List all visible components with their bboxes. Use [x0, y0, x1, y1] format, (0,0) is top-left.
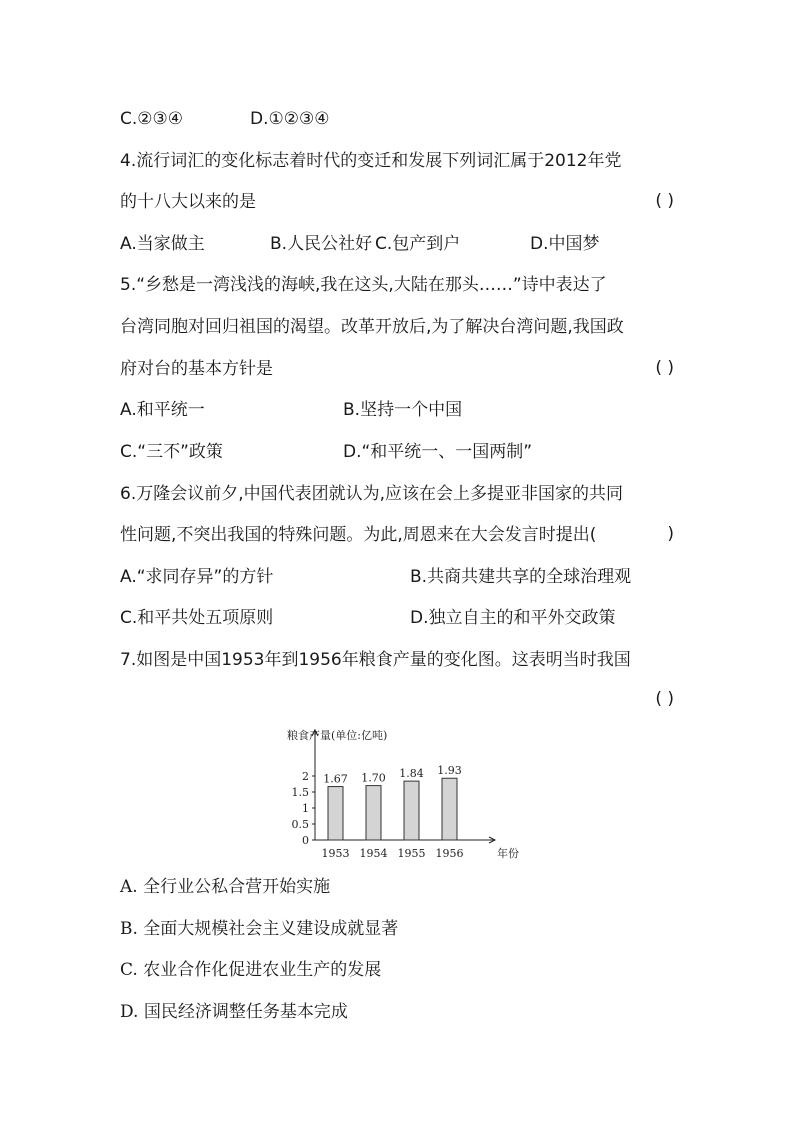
q7-option-a: A. 全行业公私合营开始实施	[120, 877, 331, 897]
bar-value-label: 1.84	[399, 767, 424, 781]
x-axis-label: 年份	[497, 847, 519, 860]
q6-stem-line2: 性问题,不突出我国的特殊问题。为此,周恩来在大会发言时提出(	[120, 525, 597, 545]
bar-1956	[442, 778, 457, 840]
q5-option-c: C.“三不”政策	[120, 442, 223, 462]
q6-option-a: A.“求同存异”的方针	[120, 567, 274, 587]
q7-option-c: C. 农业合作化促进农业生产的发展	[120, 960, 382, 980]
bar-value-label: 1.93	[437, 764, 462, 778]
x-tick-label: 1955	[397, 847, 426, 860]
y-tick-label: 0.5	[291, 818, 309, 831]
bar-value-label: 1.70	[361, 771, 386, 785]
q7-option-b: B. 全面大规模社会主义建设成就显著	[120, 919, 399, 939]
bar-value-label: 1.67	[323, 772, 348, 786]
grain-output-bar-chart	[270, 727, 520, 862]
q6-option-d: D.独立自主的和平外交政策	[410, 608, 616, 628]
q5-option-d: D.“和平统一、一国两制”	[343, 442, 533, 462]
q3-option-c: C.②③④	[120, 109, 183, 129]
q6-option-b: B.共商共建共享的全球治理观	[410, 567, 632, 587]
q5-option-a: A.和平统一	[120, 400, 205, 420]
chart-bars	[328, 778, 457, 840]
q7-option-d: D. 国民经济调整任务基本完成	[120, 1002, 348, 1022]
q7-stem-line1: 7.如图是中国1953年到1956年粮食产量的变化图。这表明当时我国	[120, 650, 631, 670]
bar-1954	[366, 786, 381, 840]
q4-option-c: C.包产到户	[375, 234, 461, 254]
q5-answer-bracket: ( )	[655, 358, 674, 378]
q5-option-b: B.坚持一个中国	[343, 400, 463, 420]
q4-stem-line1: 4.流行词汇的变化标志着时代的变迁和发展下列词汇属于2012年党	[120, 151, 622, 171]
q5-stem-line1: 5.“乡愁是一湾浅浅的海峡,我在这头,大陆在那头……”诗中表达了	[120, 275, 607, 295]
q4-option-a: A.当家做主	[120, 234, 205, 254]
q4-stem-line2: 的十八大以来的是	[120, 192, 256, 212]
q4-option-b: B.人民公社好	[270, 234, 373, 254]
x-tick-label: 1956	[435, 847, 464, 860]
q5-stem-line3: 府对台的基本方针是	[120, 359, 273, 379]
y-tick-label: 0	[302, 834, 309, 847]
bar-1955	[404, 781, 419, 840]
q6-option-c: C.和平共处五项原则	[120, 608, 274, 628]
q7-answer-bracket: ( )	[655, 689, 674, 709]
bar-1953	[328, 787, 343, 840]
q4-option-d: D.中国梦	[530, 234, 600, 254]
y-tick-label: 2	[302, 770, 309, 783]
y-tick-label: 1	[302, 802, 309, 815]
q6-stem-line1: 6.万隆会议前夕,中国代表团就认为,应该在会上多提亚非国家的共同	[120, 484, 624, 504]
x-tick-label: 1953	[321, 847, 350, 860]
x-tick-label: 1954	[359, 847, 388, 860]
q6-answer-bracket-close: )	[667, 524, 674, 544]
q4-answer-bracket: ( )	[655, 191, 674, 211]
y-tick-label: 1.5	[291, 786, 309, 799]
q5-stem-line2: 台湾同胞对回归祖国的渴望。改革开放后,为了解决台湾问题,我国政	[120, 317, 624, 337]
y-axis-label: 粮食产量(单位:亿吨)	[287, 729, 388, 742]
q3-option-d: D.①②③④	[250, 109, 330, 129]
